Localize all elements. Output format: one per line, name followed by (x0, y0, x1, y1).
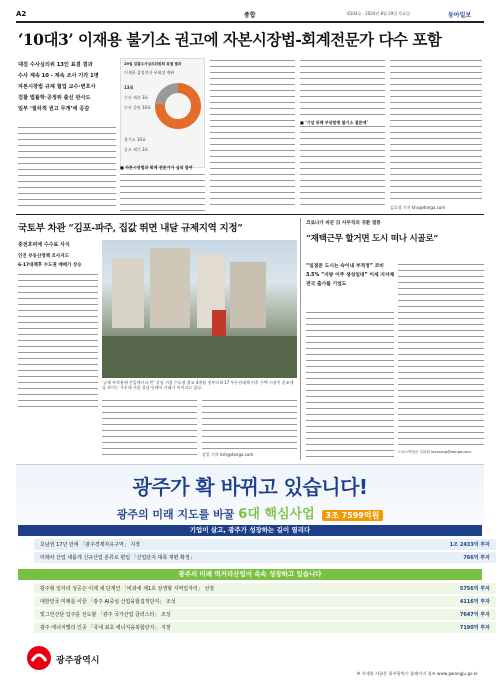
ad-item-text: 호남권 17년 만에 「광주경제자유구역」 지정 (40, 542, 141, 548)
subhead: 자본시장법 규제 협업 교수·변호사 (18, 84, 96, 90)
ad-item-text: 빛그린산단 입주를 선도할 「광주 국가산업 클러스터」 조성 (40, 612, 171, 618)
side-kicker: 코로나가 바꾼 日 사무직의 귀환 열풍 (306, 221, 381, 226)
side-quote: “일점준 도시는 숙이내 부적정” 코비 3.5% “지방 이주 생성일대” 이세 지자체 전국 출가를 기업도 (306, 264, 395, 287)
ad-item-value: 1조 2433억 투자 (449, 542, 490, 548)
ad-item (34, 596, 496, 607)
second-headline: 국토부 차관 “김포-파주, 집값 뛰면 내달 규제지역 지정” (18, 223, 243, 234)
ad-sub-highlight: 6대 핵심사업 (238, 507, 315, 522)
top-subhead3: ■ ‘기업 위해 부당합병 불기소 결론에’ (300, 120, 385, 126)
ad-headline: 광주가 확 바뀌고 있습니다! (132, 475, 368, 499)
second-byline: 강일 기자 ksh@donga.com (202, 452, 254, 457)
top-body-col3 (210, 58, 295, 210)
chart-title: 29일 검찰수사심의위원회 표결 결과 (124, 62, 182, 66)
ad-item-value: 7190억 투자 (459, 625, 490, 631)
paper-name: 동아일보 (448, 12, 472, 19)
header-rule (16, 21, 484, 23)
ad-footer: ※ 자세한 사항은 광주광역시 홈페이지 참조 www.gwangju.go.kr (356, 671, 478, 676)
top-byline: 김호성 기자 khs@donga.com (390, 205, 446, 210)
second-body-col3 (202, 398, 297, 450)
ad-subline (16, 503, 484, 522)
top-subheads (18, 60, 116, 115)
second-kicker: 중전호피에 수수료 사식 (18, 242, 70, 248)
ad-item-value: 7647억 투자 (459, 612, 490, 618)
photo-caption: ‘규제 부작용에 투입에시다 반’ 강남 서울 수도권 광교 4개월 정부의 6·17 부동산대책 이후 주택 시장이 혼조세를 보이는 가운데 서울 강남 등에서 거래가 이어지고 있다. (102, 380, 294, 391)
ad-item (34, 583, 496, 594)
column-divider (300, 218, 301, 460)
top-headline: ‘10대3’ 이재용 불기소 권고에 자본시장법-회계전문가 다수 포함 (18, 30, 442, 49)
ad-item-value: 5756억 투자 (459, 586, 490, 592)
vote-chart (120, 58, 205, 168)
ad-org: 광주광역시 (56, 656, 100, 666)
page-number: A2 (16, 10, 27, 18)
ad-item (34, 539, 496, 550)
ad-item (34, 622, 496, 633)
side-body-col2 (398, 262, 484, 448)
chart-label: 공소 제기 3표 (124, 147, 149, 152)
ad-item-value: 4116억 투자 (459, 599, 490, 605)
chart-label: 13표 (124, 85, 134, 90)
chart-label: 수사 계속 3표 (124, 95, 149, 100)
second-body-col1 (18, 272, 98, 412)
ad-logo (26, 641, 116, 681)
subhead: 대검 수사심의위 13인 표결 결과 (18, 62, 93, 68)
second-body-col2 (102, 398, 197, 458)
ad-badge: 3조 7599억원 (322, 510, 384, 521)
ad-section1-title: 기업이 살고, 광주가 성장하는 길이 열리다 (18, 525, 482, 536)
chart-line: 이재용 삼성전자 부회장 재판 (124, 70, 175, 75)
chart-label: 불기소 10표 (124, 137, 146, 142)
advertisement (16, 464, 490, 686)
ad-item-text: 광주 에너지밸리 인공 「국내 최초 에너지융복합단지」 지정 (40, 625, 171, 631)
news-photo (102, 240, 297, 378)
section-label: 종합 (244, 12, 256, 19)
top-body-col2a (120, 172, 205, 212)
ad-section2-title: 광주의 미래 먹거리산업이 속속 성장하고 있습니다 (18, 569, 482, 580)
ad-item (34, 609, 496, 620)
top-body-col1 (18, 125, 116, 210)
side-body-col1 (306, 310, 394, 458)
section-rule (16, 214, 484, 215)
issue-meta: 제104호 · 2024년 8월 29일 목요일 (346, 11, 410, 16)
gwangju-logo-icon (26, 645, 52, 671)
subhead: 검찰 법률학·공정위 출신 판사도 (18, 95, 91, 101)
top-subhead2: ■ 자본시장법과 회계 전문가가 심의 참여 (120, 165, 193, 170)
page-header (16, 10, 484, 20)
donut-chart (153, 81, 203, 131)
ad-item-text: 미래차 산업 새롭게 신규산업 분류로 편입 「산업단지 대폭 재편 확정」 (40, 555, 195, 561)
top-body-col5 (390, 58, 482, 203)
chart-label: 수사 중단 10표 (124, 105, 151, 110)
ad-item (34, 552, 496, 563)
side-byline: 도쿄=박형준 특파원 lovesong@donga.com (398, 450, 471, 454)
second-subhead: 인진 부동산정책 조사지도 (18, 254, 69, 259)
ad-item-value: 766억 투자 (463, 555, 490, 561)
side-headline: “재택근무 할거면 도시 떠나 시골로” (306, 234, 439, 244)
ad-item-text: 대한민국 미래를 이끌 「광주 AI중심 산업융합집적단지」 조성 (40, 599, 176, 605)
top-body-col4 (300, 58, 385, 210)
second-subhead: 6·17대책후 수도권 매매가 상승 (18, 263, 82, 268)
ad-sub-prefix: 광주의 미래 지도를 바꿀 (116, 508, 235, 521)
ad-item-text: 광주형 일자리 성공은 이제 새 단계인 「비과세 제1호 상생형 지역일자리」 선정 (40, 586, 214, 592)
subhead: 수사 계속 10 - 계속 조사 기각 1명 (18, 73, 99, 79)
subhead: 일부 ‘절차적 권고 무게’에 공감 (18, 106, 90, 112)
